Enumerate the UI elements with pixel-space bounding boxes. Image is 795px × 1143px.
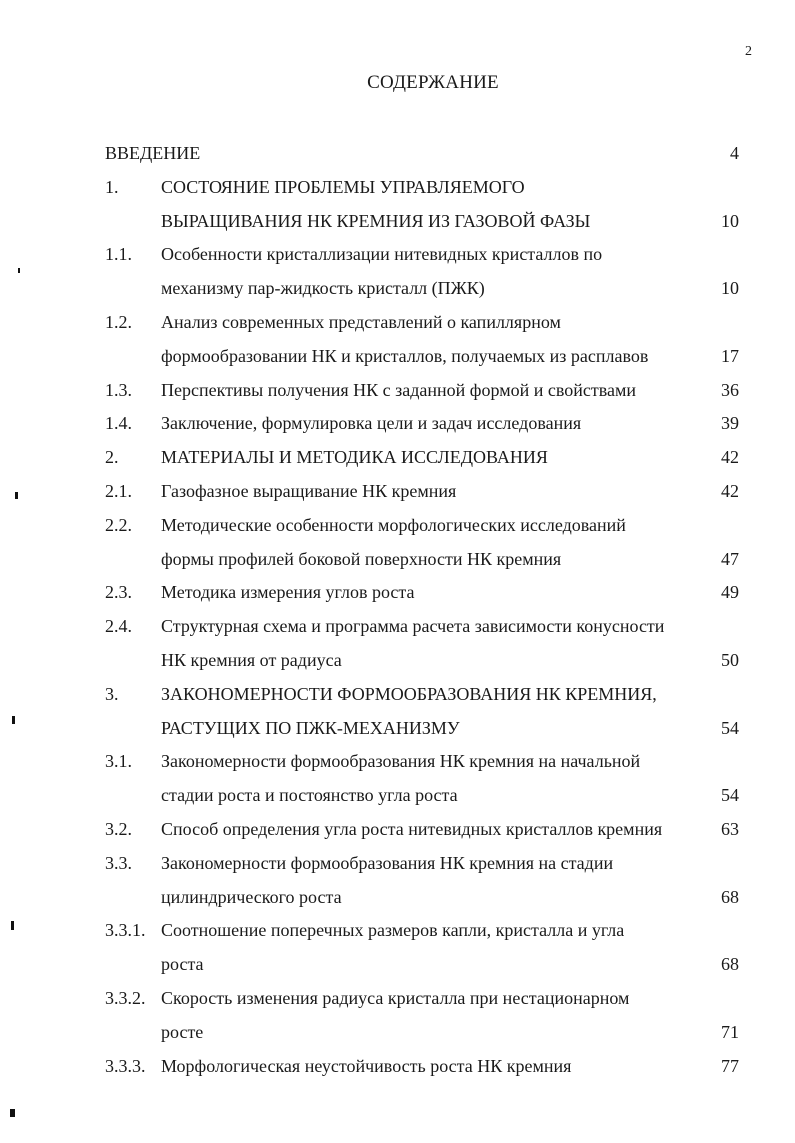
toc-entry-title: Скорость изменения радиуса кристалла при нестационарном xyxy=(161,988,630,1008)
toc-entry-page: 49 xyxy=(721,582,739,603)
toc-entry-title: ВЫРАЩИВАНИЯ НК КРЕМНИЯ ИЗ ГАЗОВОЙ ФАЗЫ xyxy=(161,210,591,231)
toc-entry-page: 10 xyxy=(721,210,739,231)
toc-entry-page: 10 xyxy=(721,278,739,299)
toc-entry-number: 2. xyxy=(105,447,119,468)
toc-entry-page: 39 xyxy=(721,413,739,434)
toc-entry-number: 2.4. xyxy=(105,616,132,637)
toc-entry-number: 2.3. xyxy=(105,582,132,603)
toc-entry-number: 2.1. xyxy=(105,481,132,501)
toc-entry-title: механизму пар-жидкость кристалл (ПЖК) xyxy=(161,278,485,299)
toc-entry-page: 36 xyxy=(721,379,739,400)
toc-entry-title: формы профилей боковой поверхности НК кремния xyxy=(161,548,562,569)
toc-entry-number: 2.2. xyxy=(105,514,132,535)
toc-entry-title: Перспективы получения НК с заданной формой и свойствами xyxy=(161,379,636,400)
toc-entry-title: РАСТУЩИХ ПО ПЖК-МЕХАНИЗМУ xyxy=(161,717,460,738)
toc-entry-number: 1.1. xyxy=(105,244,132,265)
toc-entry-title: Закономерности формообразования НК кремния на стадии xyxy=(161,852,614,873)
toc-entry-title: Соотношение поперечных размеров капли, кристалла и угла xyxy=(161,920,625,941)
toc-entry-title: Структурная схема и программа расчета зависимости конусности xyxy=(161,616,665,637)
toc-entry-title: МАТЕРИАЛЫ И МЕТОДИКА ИССЛЕДОВАНИЯ xyxy=(161,447,548,468)
toc-entry-page: 63 xyxy=(721,819,739,839)
toc-entry-title: Методические особенности морфологических исследований xyxy=(161,514,626,535)
toc-entry-number: 3.2. xyxy=(105,819,132,839)
toc-entry-title: формообразовании НК и кристаллов, получаемых из расплавов xyxy=(161,345,649,366)
toc-entry-number: 3.1. xyxy=(105,751,132,772)
toc-entry-number: ВВЕДЕНИЕ xyxy=(105,143,201,163)
toc-entry-title: Заключение, формулировка цели и задач исследования xyxy=(161,413,582,434)
toc-entry-title: Способ определения угла роста нитевидных кристаллов кремния xyxy=(161,819,663,839)
toc-entry-title: Особенности кристаллизации нитевидных кристаллов по xyxy=(161,244,603,265)
toc-entry-number: 3.3.3. xyxy=(105,1055,146,1076)
toc-entry-page: 47 xyxy=(721,548,739,569)
toc-entry-title: росте xyxy=(161,1021,204,1042)
toc-entry-page: 71 xyxy=(721,1021,739,1042)
toc-entry-page: 17 xyxy=(721,345,739,366)
toc-entry-title: СОСТОЯНИЕ ПРОБЛЕМЫ УПРАВЛЯЕМОГО xyxy=(161,176,525,197)
scan-mark xyxy=(15,492,18,499)
toc-entry-title: ЗАКОНОМЕРНОСТИ ФОРМООБРАЗОВАНИЯ НК КРЕМНИЯ, xyxy=(161,683,657,704)
toc-entry-page: 50 xyxy=(721,650,739,670)
toc-entry-number: 1.4. xyxy=(105,413,132,434)
toc-entry-page: 42 xyxy=(721,481,739,501)
toc-entry-title: стадии роста и постоянство угла роста xyxy=(161,785,458,806)
toc-entry-page: 68 xyxy=(721,954,739,975)
toc-entry-number: 3.3. xyxy=(105,852,132,873)
toc-entry-title: Анализ современных представлений о капиллярном xyxy=(161,312,561,332)
toc-entry-number: 3.3.1. xyxy=(105,920,146,941)
toc-entry-page: 42 xyxy=(721,447,739,468)
toc-entry-title: Морфологическая неустойчивость роста НК кремния xyxy=(161,1055,572,1076)
scan-mark xyxy=(12,716,15,724)
scan-mark xyxy=(11,921,14,930)
page-title: СОДЕРЖАНИЕ xyxy=(367,72,499,93)
scan-mark xyxy=(10,1109,15,1117)
toc-entry-page: 68 xyxy=(721,886,739,907)
toc-entry-number: 1. xyxy=(105,176,119,197)
toc-entry-number: 3.3.2. xyxy=(105,988,146,1008)
toc-entry-number: 1.3. xyxy=(105,379,132,400)
toc-entry-page: 77 xyxy=(721,1055,739,1076)
toc-entry-title: цилиндрического роста xyxy=(161,886,342,907)
toc-entry-page: 54 xyxy=(721,785,739,806)
toc-entry-title: роста xyxy=(161,954,204,975)
scan-mark xyxy=(18,268,20,273)
page-number: 2 xyxy=(745,44,752,59)
toc-entry-number: 1.2. xyxy=(105,312,132,332)
toc-entry-title: Закономерности формообразования НК кремния на начальной xyxy=(161,751,641,772)
toc-entry-number: 3. xyxy=(105,683,119,704)
toc-entry-page: 4 xyxy=(730,143,739,163)
toc-entry-title: Методика измерения углов роста xyxy=(161,582,415,603)
toc-entry-title: Газофазное выращивание НК кремния xyxy=(161,481,457,501)
toc-entry-page: 54 xyxy=(721,717,739,738)
toc-entry-title: НК кремния от радиуса xyxy=(161,650,342,670)
